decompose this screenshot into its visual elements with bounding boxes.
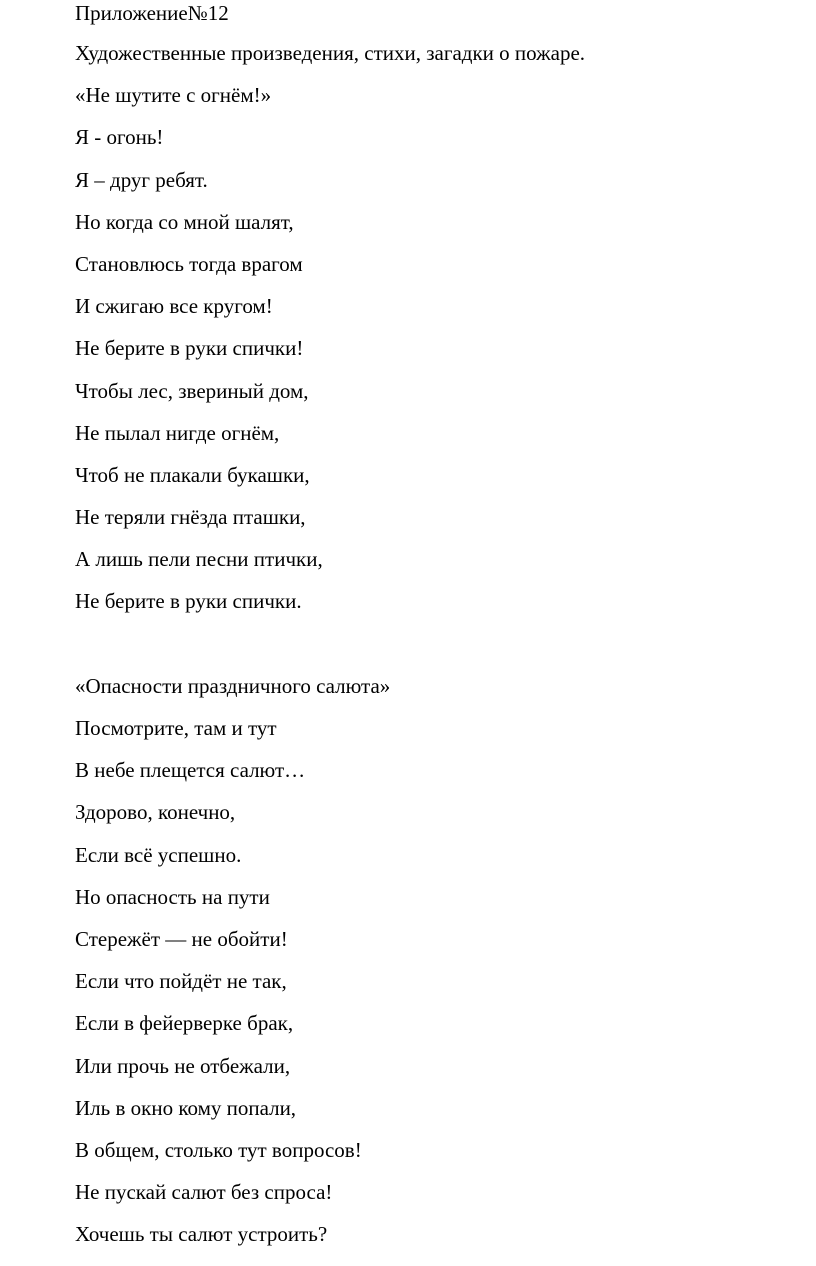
poem1-body: [75, 116, 795, 622]
poem-line: В общем, столько тут вопросов!: [75, 1137, 362, 1162]
poem-line: И сжигаю все кругом!: [75, 294, 273, 319]
poem-line: Но опасность на пути: [75, 884, 270, 909]
poem-line: Чтоб не плакали букашки,: [75, 462, 310, 487]
poem-line: Но когда со мной шалят,: [75, 209, 294, 234]
section-title: Художественные произведения, стихи, загадки о пожаре.: [75, 41, 586, 65]
poem-line: Не пускай салют без спроса!: [75, 1180, 333, 1205]
poem-line: Если в фейерверке брак,: [75, 1011, 294, 1036]
poem-line: А лишь пели песни птички,: [75, 547, 323, 572]
poem1-title: «Не шутите с огнём!»: [75, 83, 272, 108]
poem-line: Иль в окно кому попали,: [75, 1095, 297, 1120]
poem-line: Не пылал нигде огнём,: [75, 420, 280, 445]
poem-line: Или прочь не отбежали,: [75, 1053, 291, 1078]
poem-line: Посмотрите, там и тут: [75, 716, 277, 740]
document-body: [75, 0, 795, 1255]
poem-line: Не берите в руки спички!: [75, 336, 304, 361]
poem-line: Если всё успешно.: [75, 842, 242, 867]
poem-line: Стережёт — не обойти!: [75, 926, 288, 951]
poem-line: Я - огонь!: [75, 125, 164, 150]
poem2-body: [75, 707, 795, 1255]
poem-line: Становлюсь тогда врагом: [75, 251, 303, 276]
appendix-header: Приложение№12: [75, 1, 229, 25]
poem-line: Не теряли гнёзда пташки,: [75, 505, 306, 530]
poem-line: Хочешь ты салют устроить?: [75, 1222, 328, 1247]
poem-line: Я – друг ребят.: [75, 167, 208, 192]
poem-line: Не берите в руки спички.: [75, 589, 302, 614]
blank-line: [75, 623, 795, 665]
poem-line: В небе плещется салют…: [75, 758, 306, 783]
poem2-title: «Опасности праздничного салюта»: [75, 673, 391, 698]
poem-line: Здорово, конечно,: [75, 800, 236, 825]
poem-line: Чтобы лес, звериный дом,: [75, 378, 309, 403]
poem-line: Если что пойдёт не так,: [75, 969, 287, 994]
